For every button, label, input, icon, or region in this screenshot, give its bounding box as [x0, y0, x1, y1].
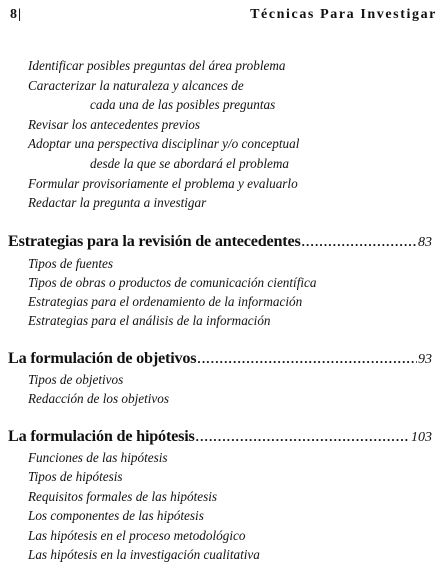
toc-subitem: Tipos de objetivos — [28, 372, 124, 387]
toc-subitem: Funciones de las hipótesis — [28, 450, 168, 465]
toc-subitem: Estrategias para el ordenamiento de la información — [28, 294, 303, 309]
toc-section-antecedentes[interactable] — [8, 232, 432, 254]
toc-subitem: Las hipótesis en el proceso metodológico — [28, 528, 246, 543]
dot-leader — [196, 429, 410, 445]
toc-subitem-continuation: desde la que se abordará el problema — [90, 156, 290, 171]
toc-subitem-continuation: cada una de las posibles preguntas — [90, 97, 276, 112]
dot-leader — [302, 234, 417, 250]
toc-subitem: Redacción de los objetivos — [28, 391, 169, 406]
section-title: La formulación de objetivos — [8, 349, 197, 367]
toc-subitem: Las hipótesis en la investigación cualitativa — [28, 547, 260, 562]
toc-section-objetivos[interactable] — [8, 349, 432, 371]
toc-subitem: Identificar posibles preguntas del área problema — [28, 58, 286, 73]
toc-subitem: Adoptar una perspectiva disciplinar y/o conceptual — [28, 136, 300, 151]
section-title: La formulación de hipótesis — [8, 427, 195, 445]
section-title: Estrategias para la revisión de antecedentes — [8, 232, 301, 250]
toc-section-hipotesis[interactable] — [8, 427, 432, 449]
page-number: 8| — [10, 7, 23, 22]
toc-subitem: Tipos de hipótesis — [28, 469, 123, 484]
toc-subitem: Requisitos formales de las hipótesis — [28, 489, 218, 504]
toc-subitem: Tipos de obras o productos de comunicación científica — [28, 275, 317, 290]
section-page-number: 93 — [418, 352, 432, 367]
toc-subitem: Formular provisoriamente el problema y evaluarlo — [28, 176, 298, 191]
toc-subitem: Revisar los antecedentes previos — [28, 117, 200, 132]
section-page-number: 83 — [418, 235, 432, 250]
toc-subitem: Redactar la pregunta a investigar — [28, 195, 207, 210]
dot-leader — [197, 351, 417, 367]
page-header — [10, 5, 437, 27]
toc-subitem: Los componentes de las hipótesis — [28, 508, 204, 523]
toc-subitem: Tipos de fuentes — [28, 256, 113, 271]
toc-subitem: Estrategias para el análisis de la información — [28, 313, 271, 328]
running-title: Técnicas Para Investigar — [250, 7, 437, 22]
section-page-number: 103 — [411, 430, 432, 445]
toc-subitem: Caracterizar la naturaleza y alcances de — [28, 78, 244, 93]
